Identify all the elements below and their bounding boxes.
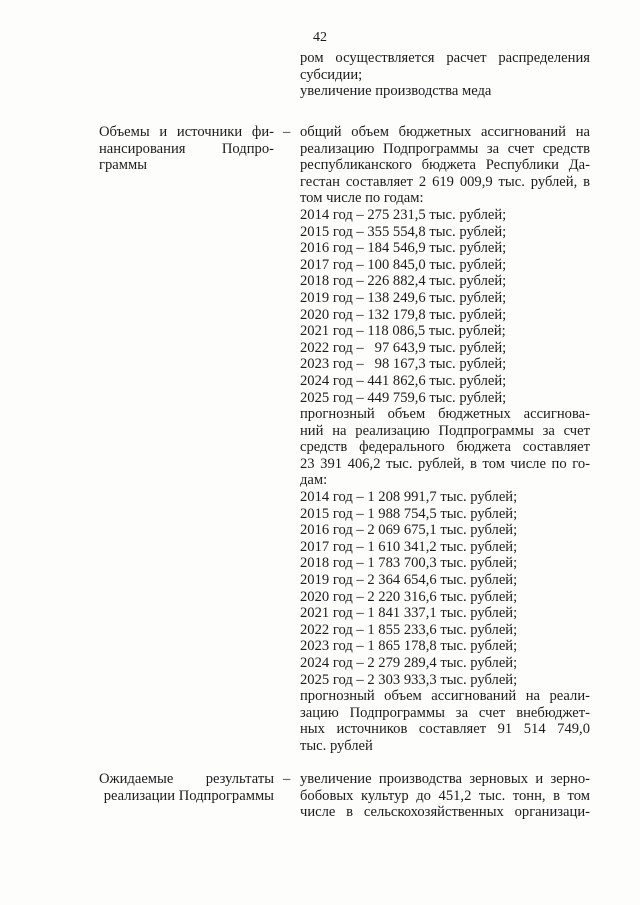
page-number: 42 [313, 30, 327, 45]
text-line: 2020 год – 2 220 316,6 тыс. рублей; [300, 588, 518, 605]
label-line: реализации Подпрограммы [103, 787, 274, 804]
text-line: 2018 год – 1 783 700,3 тыс. рублей; [300, 555, 518, 572]
text-line: 2022 год – 1 855 233,6 тыс. рублей; [300, 621, 518, 638]
financing-dash: – [283, 124, 291, 140]
financing-label [99, 124, 274, 174]
text-line: 2024 год – 441 862,6 тыс. рублей; [300, 372, 507, 389]
text-line: дам: [300, 472, 328, 489]
text-line: 2018 год – 226 882,4 тыс. рублей; [300, 273, 507, 290]
results-text [300, 771, 590, 821]
text-line: прогнозный объем ассигнований на реали- [300, 688, 590, 705]
text-line: ных источников составляет 91 514 749,0 [300, 721, 590, 738]
text-line: 2023 год – 1 865 178,8 тыс. рублей; [300, 638, 518, 655]
text-line: 2022 год – 97 643,9 тыс. рублей; [300, 339, 507, 356]
text-line: 2014 год – 275 231,5 тыс. рублей; [300, 206, 507, 223]
text-line: 2025 год – 2 303 933,3 тыс. рублей; [300, 671, 518, 688]
label-line: Объемы и источники фи- [99, 124, 274, 140]
text-line: субсидии; [300, 66, 363, 83]
text-line: общий объем бюджетных ассигнований на [300, 124, 590, 140]
text-line: 2017 год – 1 610 341,2 тыс. рублей; [300, 538, 518, 555]
top-continuation-text [300, 50, 590, 100]
text-line: 2016 год – 2 069 675,1 тыс. рублей; [300, 522, 518, 539]
text-line: 2017 год – 100 845,0 тыс. рублей; [300, 256, 507, 273]
text-line: 2020 год – 132 179,8 тыс. рублей; [300, 306, 507, 323]
text-line: увеличение производства зерновых и зерно- [300, 771, 590, 787]
text-line: 23 391 406,2 тыс. рублей, в том числе по го- [300, 455, 590, 472]
text-line: 2015 год – 355 554,8 тыс. рублей; [300, 223, 507, 240]
label-line: Ожидаемые результаты [99, 771, 274, 787]
text-line: 2025 год – 449 759,6 тыс. рублей; [300, 389, 507, 406]
label-line: нансирования Подпро- [99, 140, 274, 157]
text-line: ний на реализацию Подпрограммы за счет [300, 422, 590, 439]
text-line: республиканского бюджета Республики Да- [300, 157, 590, 174]
text-line: увеличение производства меда [300, 83, 492, 100]
text-line: 2015 год – 1 988 754,5 тыс. рублей; [300, 505, 518, 522]
text-line: реализацию Подпрограммы за счет средств [300, 140, 590, 157]
text-line: 2024 год – 2 279 289,4 тыс. рублей; [300, 655, 518, 671]
text-line: бобовых культур до 451,2 тыс. тонн, в том [300, 787, 590, 804]
text-line: тыс. рублей [300, 737, 373, 754]
results-dash: – [283, 771, 291, 787]
results-label [99, 771, 274, 804]
text-line: 2019 год – 138 249,6 тыс. рублей; [300, 289, 507, 306]
text-line: том числе по годам: [300, 190, 424, 207]
text-line: 2021 год – 1 841 337,1 тыс. рублей; [300, 605, 518, 622]
text-line: 2023 год – 98 167,3 тыс. рублей; [300, 356, 507, 373]
text-line: 2019 год – 2 364 654,6 тыс. рублей; [300, 572, 518, 589]
text-line: прогнозный объем бюджетных ассигнова- [300, 406, 590, 423]
financing-text [300, 124, 590, 755]
text-line: 2021 год – 118 086,5 тыс. рублей; [300, 323, 506, 340]
text-line: ром осуществляется расчет распределения [300, 50, 590, 66]
label-line: граммы [99, 157, 148, 174]
text-line: 2014 год – 1 208 991,7 тыс. рублей; [300, 489, 518, 506]
text-line: средств федерального бюджета составляет [300, 439, 590, 456]
text-line: гестан составляет 2 619 009,9 тыс. рублей, в [300, 173, 590, 190]
text-line: зацию Подпрограммы за счет внебюджет- [300, 704, 590, 721]
text-line: числе в сельскохозяйственных организаци- [300, 804, 590, 821]
text-line: 2016 год – 184 546,9 тыс. рублей; [300, 240, 507, 257]
